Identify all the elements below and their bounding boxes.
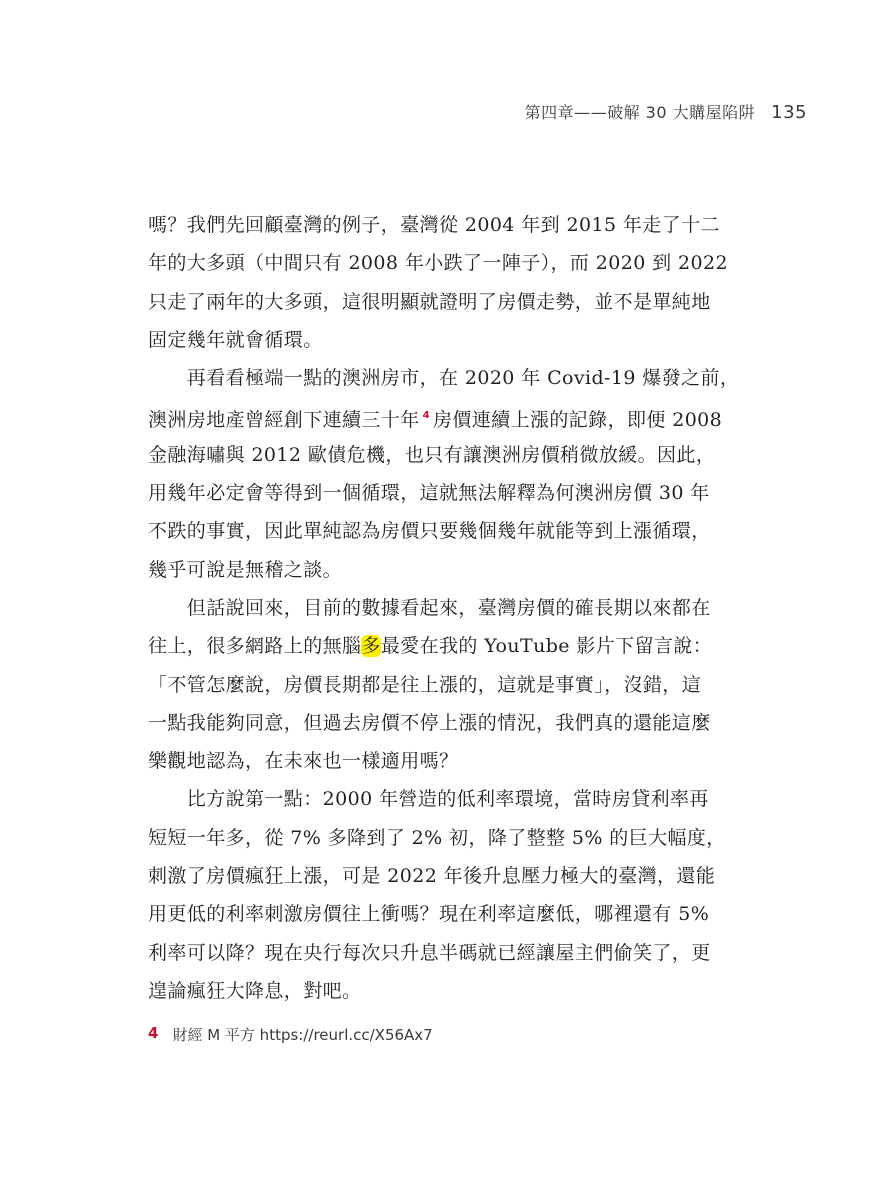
text-line: 比方說第一點：2000 年營造的低利率環境，當時房貸利率再 bbox=[148, 788, 709, 811]
text-line: 固定幾年就會循環。 bbox=[148, 328, 323, 351]
text-line: 一點我能夠同意，但過去房價不停上漲的情況，我們真的還能這麼 bbox=[148, 711, 711, 734]
text-line: 短短一年多，從 7% 多降到了 2% 初，降了整整 5% 的巨大幅度， bbox=[148, 826, 726, 849]
text-line: 遑論瘋狂大降息，對吧。 bbox=[148, 979, 362, 1002]
text-line: 只走了兩年的大多頭，這很明顯就證明了房價走勢，並不是單純地 bbox=[148, 290, 711, 313]
footnote bbox=[148, 1024, 433, 1045]
text-line: 嗎？我們先回顧臺灣的例子，臺灣從 2004 年到 2015 年走了十二 bbox=[148, 214, 720, 236]
text-line: 但話說回來，目前的數據看起來，臺灣房價的確長期以來都在 bbox=[148, 596, 711, 619]
text-segment: 澳洲房地產曾經創下連續三十年 bbox=[148, 409, 420, 432]
footnote-reference[interactable]: 4 bbox=[422, 410, 430, 422]
chapter-title: 第四章——破解 30 大購屋陷阱 bbox=[524, 103, 756, 122]
body-text bbox=[148, 206, 760, 1010]
page-number: 135 bbox=[771, 102, 807, 123]
text-line: 年的大多頭（中間只有 2008 年小跌了一陣子），而 2020 到 2022 bbox=[148, 252, 728, 275]
text-segment: 最愛在我的 YouTube 影片下留言說： bbox=[380, 635, 713, 658]
highlighted-word: 多 bbox=[361, 635, 381, 658]
text-line: 再看看極端一點的澳洲房市，在 2020 年 Covid-19 爆發之前， bbox=[148, 367, 740, 390]
footnote-text[interactable]: 財經 M 平方 https://reurl.cc/X56Ax7 bbox=[172, 1026, 433, 1044]
text-line: 利率可以降？現在央行每次只升息半碼就已經讓屋主們偷笑了，更 bbox=[148, 941, 711, 964]
text-segment: 房價連續上漲的記錄，即便 2008 bbox=[432, 409, 723, 432]
running-header bbox=[525, 100, 807, 123]
text-line: 樂觀地認為，在未來也一樣適用嗎？ bbox=[148, 750, 459, 773]
text-line: 用幾年必定會等得到一個循環，這就無法解釋為何澳洲房價 30 年 bbox=[148, 482, 710, 505]
text-line: 不跌的事實，因此單純認為房價只要幾個幾年就能等到上漲循環， bbox=[148, 520, 711, 543]
text-line: 用更低的利率刺激房價往上衝嗎？現在利率這麼低，哪裡還有 5% bbox=[148, 903, 710, 926]
text-segment: 往上，很多網路上的無腦 bbox=[148, 635, 362, 658]
footnote-number: 4 bbox=[148, 1024, 159, 1042]
text-line: 金融海嘯與 2012 歐債危機，也只有讓澳洲房價稍微放緩。因此， bbox=[148, 443, 716, 466]
text-line: 刺激了房價瘋狂上漲，可是 2022 年後升息壓力極大的臺灣，還能 bbox=[148, 865, 716, 888]
text-line: 「不管怎麼說，房價長期都是往上漲的，這就是事實」，沒錯，這 bbox=[148, 673, 702, 696]
text-line: 幾乎可說是無稽之談。 bbox=[148, 558, 343, 581]
text-line-with-highlight bbox=[148, 627, 760, 665]
text-line-with-footnote bbox=[148, 397, 760, 435]
